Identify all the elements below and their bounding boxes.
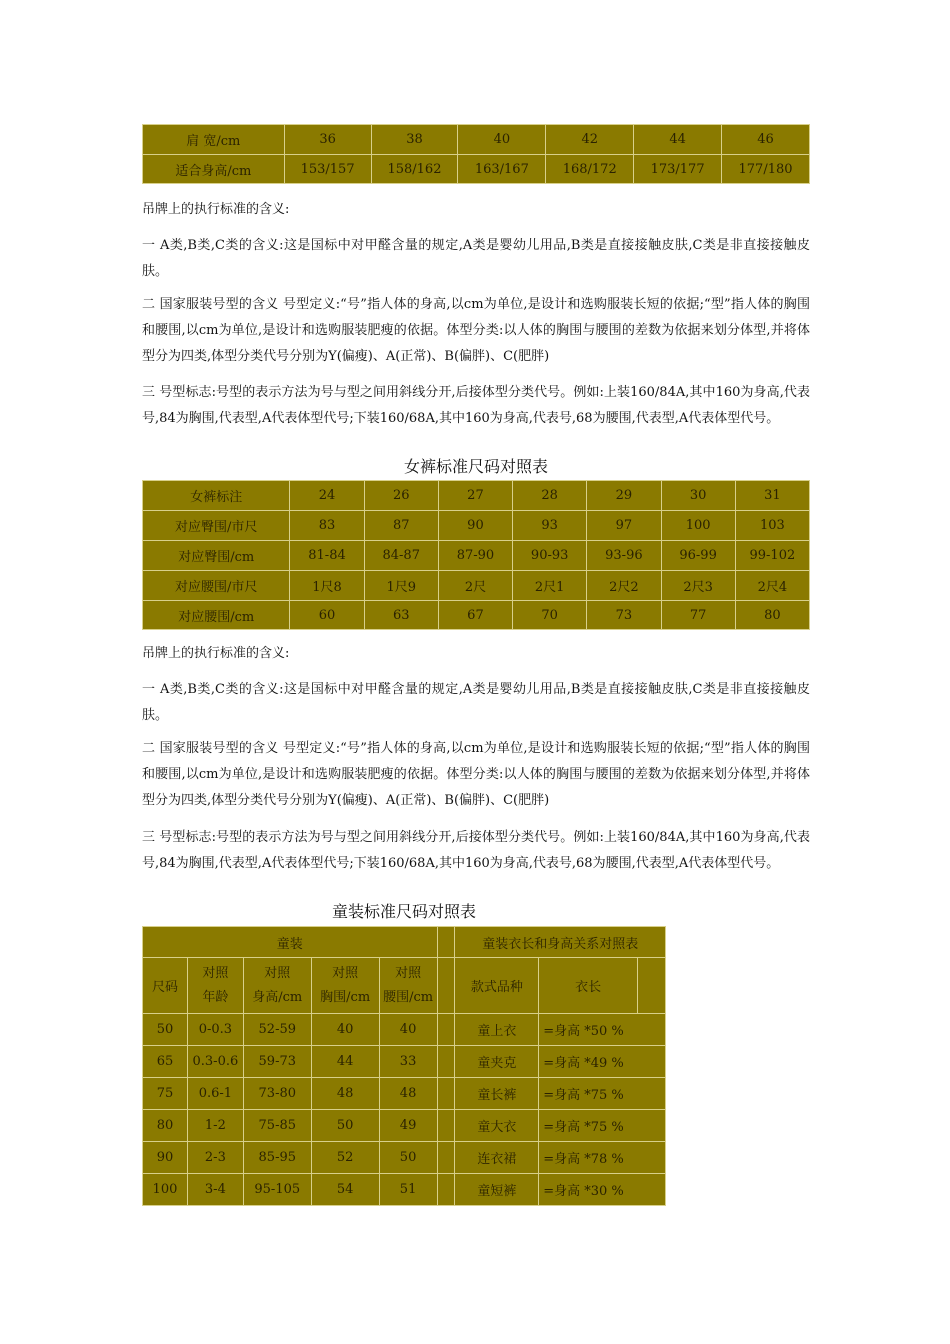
table-cell: 2尺 <box>438 571 512 601</box>
table-cell: 90 <box>438 511 512 541</box>
paragraph-size-definition: 二 国家服装号型的含义 号型定义:“号”指人体的身高,以cm为单位,是设计和选购服装长短的依据;“型”指人体的胸围和腰围,以cm为单位,是设计和选购服装肥瘦的依据。体型分类:以人体的胸围与腰围的差数为依据来划分体型,并将体型分为四类,体型分类代号分别为Y(偏瘦)、A(正常)、B(偏胖)、C(肥胖) <box>142 297 810 364</box>
table-cell: 1尺8 <box>290 571 364 601</box>
table-cell: 87 <box>364 511 438 541</box>
cell-waist: 51 <box>379 1174 437 1206</box>
table-cell: 29 <box>587 481 661 511</box>
kids-size-table <box>142 926 666 1206</box>
table-cell: 36 <box>284 125 371 155</box>
row-label: 对应腰围/市尺 <box>143 571 290 601</box>
row-label: 肩 宽/cm <box>143 125 285 155</box>
table-row <box>143 1174 666 1206</box>
table-cell: 42 <box>546 125 634 155</box>
cell-style: 童上衣 <box>455 1014 539 1046</box>
col-age: 对照 年龄 <box>187 958 243 1014</box>
paragraph-size-definition: 二 国家服装号型的含义 号型定义:“号”指人体的身高,以cm为单位,是设计和选购服装长短的依据;“型”指人体的胸围和腰围,以cm为单位,是设计和选购服装肥瘦的依据。体型分类:以人体的胸围与腰围的差数为依据来划分体型,并将体型分为四类,体型分类代号分别为Y(偏瘦)、A(正常)、B(偏胖)、C(肥胖) <box>142 741 810 808</box>
cell-chest: 54 <box>311 1174 379 1206</box>
spacer-cell <box>437 1142 455 1174</box>
table-cell: 81-84 <box>290 541 364 571</box>
table-cell: 173/177 <box>634 155 722 184</box>
cell-size: 50 <box>143 1014 188 1046</box>
row-label: 对应臀围/市尺 <box>143 511 290 541</box>
table-row <box>143 155 810 184</box>
table-cell: 73 <box>587 601 661 630</box>
cell-waist: 50 <box>379 1142 437 1174</box>
table-row <box>143 1142 666 1174</box>
cell-size: 65 <box>143 1046 188 1078</box>
row-label: 对应腰围/cm <box>143 601 290 630</box>
table-cell: 1尺9 <box>364 571 438 601</box>
spacer-cell <box>437 1174 455 1206</box>
table-cell: 24 <box>290 481 364 511</box>
table-cell: 87-90 <box>438 541 512 571</box>
spacer-cell <box>437 927 455 958</box>
table-cell: 40 <box>458 125 546 155</box>
cell-height: 85-95 <box>243 1142 311 1174</box>
table-cell: 83 <box>290 511 364 541</box>
cell-waist: 48 <box>379 1078 437 1110</box>
table-cell: 30 <box>661 481 735 511</box>
cell-waist: 33 <box>379 1046 437 1078</box>
paragraph-size-label: 三 号型标志:号型的表示方法为号与型之间用斜线分开,后接体型分类代号。例如:上装160/84A,其中160为身高,代表号,84为胸围,代表型,A代表体型代号;下装160/68A,其中160为身高,代表号,68为腰围,代表型,A代表体型代号。 <box>142 830 810 871</box>
cell-age: 0.3-0.6 <box>187 1046 243 1078</box>
cell-style: 连衣裙 <box>455 1142 539 1174</box>
table-cell: 93 <box>513 511 587 541</box>
table-cell: 38 <box>371 125 458 155</box>
table-cell: 99-102 <box>735 541 809 571</box>
cell-length: =身高 *75 % <box>539 1078 666 1110</box>
cell-length: =身高 *50 % <box>539 1014 666 1046</box>
table-cell: 2尺1 <box>513 571 587 601</box>
cell-size: 90 <box>143 1142 188 1174</box>
table-cell: 44 <box>634 125 722 155</box>
table-cell: 26 <box>364 481 438 511</box>
table-cell: 103 <box>735 511 809 541</box>
cell-size: 75 <box>143 1078 188 1110</box>
table-cell: 46 <box>722 125 810 155</box>
table-cell: 31 <box>735 481 809 511</box>
col-height: 对照 身高/cm <box>243 958 311 1014</box>
cell-chest: 52 <box>311 1142 379 1174</box>
table-cell: 60 <box>290 601 364 630</box>
cell-age: 2-3 <box>187 1142 243 1174</box>
spacer-cell <box>437 1014 455 1046</box>
table-row <box>143 541 810 571</box>
table-cell: 2尺2 <box>587 571 661 601</box>
col-length: 衣长 <box>539 958 638 1014</box>
table-cell: 168/172 <box>546 155 634 184</box>
row-label: 适合身高/cm <box>143 155 285 184</box>
table-row <box>143 601 810 630</box>
cell-style: 童大衣 <box>455 1110 539 1142</box>
spacer-cell <box>437 1046 455 1078</box>
table-cell: 97 <box>587 511 661 541</box>
cell-waist: 40 <box>379 1014 437 1046</box>
table-row <box>143 511 810 541</box>
table-cell: 70 <box>513 601 587 630</box>
paragraph-formaldehyde: 一 A类,B类,C类的含义:这是国标中对甲醛含量的规定,A类是婴幼儿用品,B类是直接接触皮肤,C类是非直接接触皮肤。 <box>142 238 810 279</box>
col-size: 尺码 <box>143 958 188 1014</box>
table-cell: 2尺3 <box>661 571 735 601</box>
cell-height: 59-73 <box>243 1046 311 1078</box>
table-header-row <box>143 958 666 1014</box>
cell-length: =身高 *30 % <box>539 1174 666 1206</box>
table-cell: 93-96 <box>587 541 661 571</box>
cell-length: =身高 *78 % <box>539 1142 666 1174</box>
spacer-cell <box>437 1078 455 1110</box>
cell-age: 1-2 <box>187 1110 243 1142</box>
table-cell: 2尺4 <box>735 571 809 601</box>
table-cell: 27 <box>438 481 512 511</box>
col-style: 款式品种 <box>455 958 539 1014</box>
cell-style: 童夹克 <box>455 1046 539 1078</box>
table-row <box>143 1014 666 1046</box>
row-label: 对应臀围/cm <box>143 541 290 571</box>
cell-height: 52-59 <box>243 1014 311 1046</box>
col-chest: 对照 胸围/cm <box>311 958 379 1014</box>
standard-heading: 吊牌上的执行标准的含义: <box>142 646 290 661</box>
table-cell: 90-93 <box>513 541 587 571</box>
spacer-cell <box>437 1110 455 1142</box>
table-row <box>143 1110 666 1142</box>
table-row <box>143 125 810 155</box>
table-cell: 84-87 <box>364 541 438 571</box>
col-waist: 对照 腰围/cm <box>379 958 437 1014</box>
cell-age: 3-4 <box>187 1174 243 1206</box>
paragraph-size-label: 三 号型标志:号型的表示方法为号与型之间用斜线分开,后接体型分类代号。例如:上装160/84A,其中160为身高,代表号,84为胸围,代表型,A代表体型代号;下装160/68A,其中160为身高,代表号,68为腰围,代表型,A代表体型代号。 <box>142 385 810 426</box>
shoulder-width-table <box>142 124 810 184</box>
kids-size-title: 童装标准尺码对照表 <box>331 902 476 921</box>
table-cell: 177/180 <box>722 155 810 184</box>
cell-height: 75-85 <box>243 1110 311 1142</box>
table-cell: 80 <box>735 601 809 630</box>
table-header-row <box>143 927 666 958</box>
cell-height: 95-105 <box>243 1174 311 1206</box>
table-cell: 163/167 <box>458 155 546 184</box>
cell-chest: 44 <box>311 1046 379 1078</box>
cell-size: 80 <box>143 1110 188 1142</box>
cell-style: 童长裤 <box>455 1078 539 1110</box>
kids-left-header: 童装 <box>143 927 438 958</box>
row-label: 女裤标注 <box>143 481 290 511</box>
table-cell: 100 <box>661 511 735 541</box>
table-row <box>143 481 810 511</box>
table-cell: 153/157 <box>284 155 371 184</box>
cell-height: 73-80 <box>243 1078 311 1110</box>
cell-chest: 48 <box>311 1078 379 1110</box>
kids-right-header: 童装衣长和身高关系对照表 <box>455 927 666 958</box>
cell-age: 0-0.3 <box>187 1014 243 1046</box>
table-row <box>143 571 810 601</box>
standard-heading: 吊牌上的执行标准的含义: <box>142 202 290 217</box>
table-cell: 28 <box>513 481 587 511</box>
womens-pants-table <box>142 480 810 630</box>
table-cell: 77 <box>661 601 735 630</box>
cell-waist: 49 <box>379 1110 437 1142</box>
table-cell: 96-99 <box>661 541 735 571</box>
cell-chest: 40 <box>311 1014 379 1046</box>
cell-size: 100 <box>143 1174 188 1206</box>
table-row <box>143 1078 666 1110</box>
spacer-cell <box>637 958 665 1014</box>
spacer-cell <box>437 958 455 1014</box>
cell-chest: 50 <box>311 1110 379 1142</box>
cell-length: =身高 *49 % <box>539 1046 666 1078</box>
table-row <box>143 1046 666 1078</box>
table-cell: 63 <box>364 601 438 630</box>
table-cell: 67 <box>438 601 512 630</box>
cell-style: 童短裤 <box>455 1174 539 1206</box>
womens-pants-title: 女裤标准尺码对照表 <box>403 457 548 476</box>
cell-age: 0.6-1 <box>187 1078 243 1110</box>
cell-length: =身高 *75 % <box>539 1110 666 1142</box>
paragraph-formaldehyde: 一 A类,B类,C类的含义:这是国标中对甲醛含量的规定,A类是婴幼儿用品,B类是直接接触皮肤,C类是非直接接触皮肤。 <box>142 682 810 723</box>
table-cell: 158/162 <box>371 155 458 184</box>
